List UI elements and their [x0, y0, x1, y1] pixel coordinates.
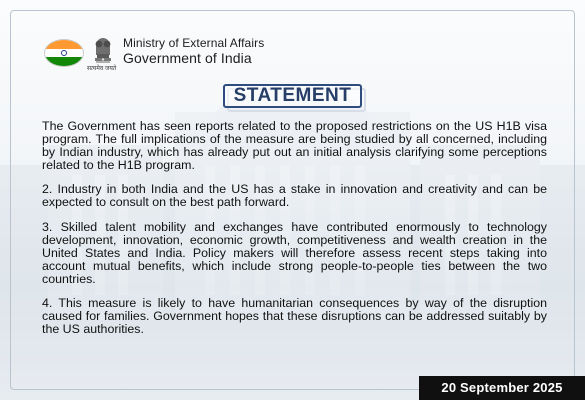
- date-badge: 20 September 2025: [419, 376, 585, 400]
- ministry-header: [123, 37, 264, 66]
- india-flag-icon: [44, 39, 84, 67]
- statement-heading-box: [223, 84, 362, 110]
- emblem-motto: सत्यमेव जयते: [87, 66, 117, 72]
- paragraph-2: 2. Industry in both India and the US has a stake in innovation and creativity and can be expected to consult on the best path forward.: [42, 182, 547, 210]
- statement-heading: STATEMENT: [223, 84, 362, 108]
- paragraph-1: The Government has seen reports related to the proposed restrictions on the US H1B visa program. The full implications of the measure are being studied by all concerned, including by Indian industry, which has already put out an initial analysis clarifying some perceptions related to the H1B program.: [42, 119, 547, 173]
- paragraph-4: 4. This measure is likely to have humanitarian consequences by way of the disruption caused for families. Government hopes that these disruptions can be addressed suitably by the US authorities.: [42, 296, 547, 337]
- statement-body: [42, 120, 547, 347]
- ministry-name: Ministry of External Affairs: [123, 36, 265, 50]
- government-name: Government of India: [123, 50, 252, 66]
- header-emblems: [44, 35, 124, 73]
- paragraph-3: 3. Skilled talent mobility and exchanges have contributed enormously to technology development, innovation, economic growth, competitiveness and wealth creation in the United States and India. Policy makers will therefore assess recent steps taking into account mutual benefits, which include strong people-to-people ties between the two countries.: [42, 219, 547, 286]
